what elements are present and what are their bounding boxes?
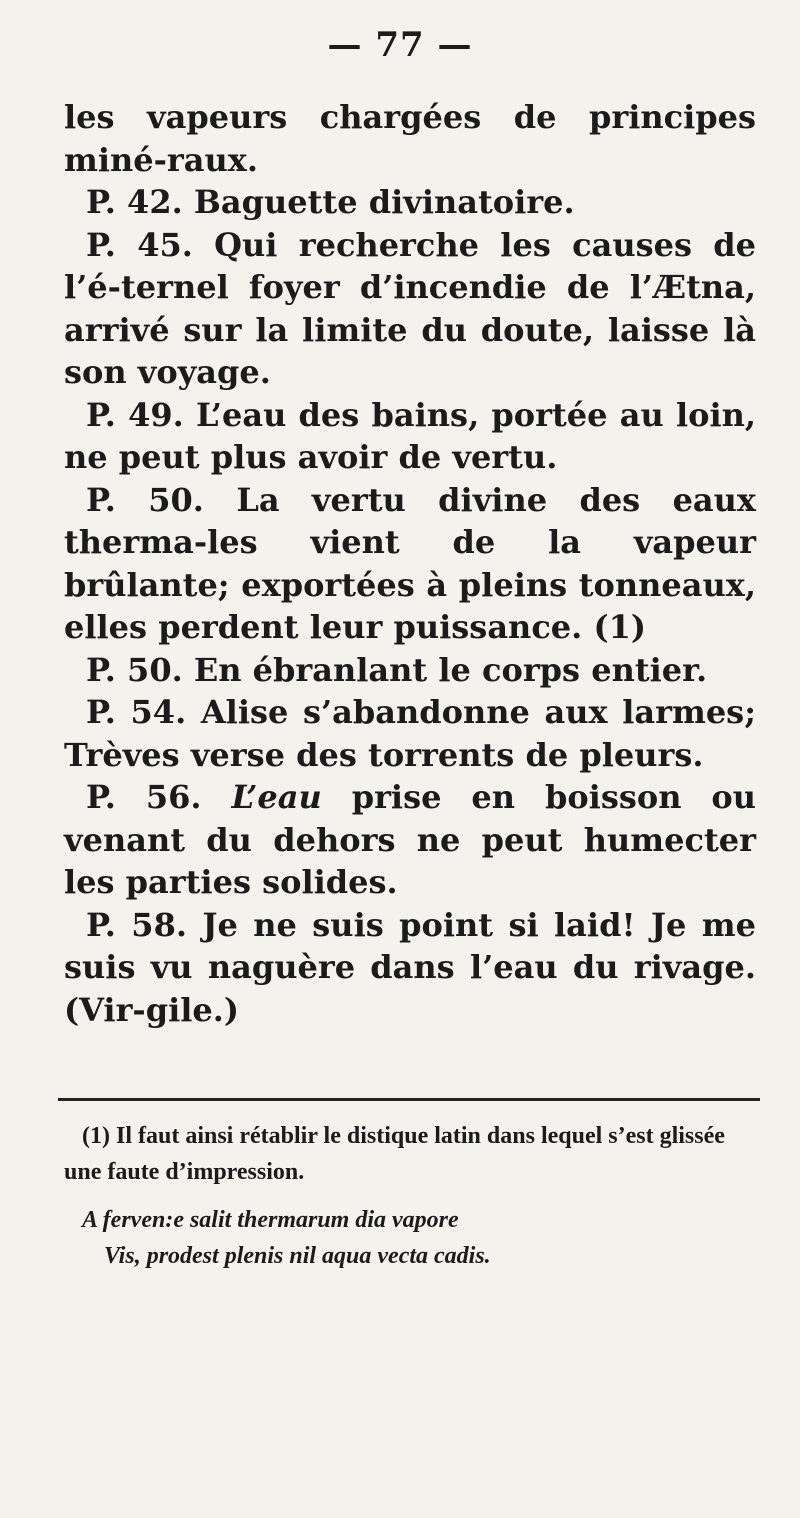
footnote-verse-2: Vis, prodest plenis nil aqua vecta cadis. — [104, 1243, 491, 1269]
paragraph-p56-italic: L’eau — [231, 778, 322, 816]
footnote-divider — [58, 1098, 760, 1101]
paragraph-p56 — [64, 776, 756, 904]
page-number: — 77 — — [327, 25, 473, 65]
paragraph-p58: P. 58. Je ne suis point si laid! Je me suis vu naguère dans l’eau du rivage. (Vir-gile.) — [64, 905, 756, 1029]
footnote-verse-1: A ferven:e salit thermarum dia vapore — [82, 1207, 459, 1233]
paragraph-p56-prefix: P. 56. — [86, 778, 232, 816]
paragraph-p49: P. 49. L’eau des bains, portée au loin, ne peut plus avoir de vertu. — [64, 395, 756, 476]
paragraph-p42: P. 42. Baguette divinatoire. — [86, 183, 575, 221]
paragraph-continuation: les vapeurs chargées de principes miné-raux. — [64, 98, 756, 179]
paragraph-p50-b: P. 50. En ébranlant le corps entier. — [86, 650, 708, 689]
paragraph-p50-a: P. 50. La vertu divine des eaux therma-les vient de la vapeur brûlante; exportées à pleins tonneaux, elles perdent leur puissance. (1) — [64, 480, 756, 646]
paragraph-p56-rest: prise en boisson ou venant du dehors ne peut humecter les parties solides. — [64, 778, 756, 901]
main-text — [64, 96, 756, 1031]
footnote — [64, 1118, 756, 1274]
paragraph-p54: P. 54. Alise s’abandonne aux larmes; Trèves verse des torrents de pleurs. — [64, 693, 756, 774]
footnote-text: (1) Il faut ainsi rétablir le distique latin dans lequel s’est glissée une faute d’impression. — [64, 1123, 725, 1185]
paragraph-p45: P. 45. Qui recherche les causes de l’é-ternel foyer d’incendie de l’Ætna, arrivé sur la limite du doute, laisse là son voyage. — [64, 225, 756, 391]
